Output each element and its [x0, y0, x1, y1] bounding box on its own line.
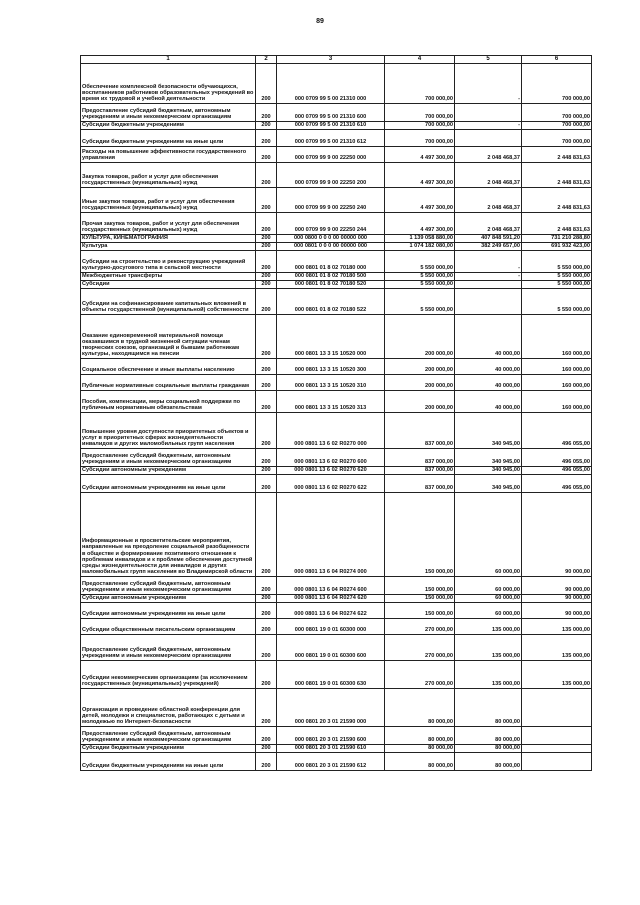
table-row [81, 474, 592, 492]
table-row [81, 234, 592, 242]
row-code: 200 [256, 660, 277, 688]
row-name: Культура [81, 242, 256, 250]
approved-amount: 150 000,00 [385, 594, 455, 602]
row-name: Субсидии бюджетным учреждениям [81, 121, 256, 129]
unexecuted-amount: 700 000,00 [522, 63, 592, 103]
row-code: 200 [256, 474, 277, 492]
approved-amount: 270 000,00 [385, 634, 455, 660]
budget-classification-code: 000 0801 13 6 02 R0270 600 [277, 448, 385, 466]
table-row [81, 288, 592, 314]
unexecuted-amount: 5 550 000,00 [522, 250, 592, 272]
approved-amount: 837 000,00 [385, 412, 455, 448]
executed-amount: 382 249 657,00 [455, 242, 522, 250]
approved-amount: 200 000,00 [385, 358, 455, 374]
approved-amount: 270 000,00 [385, 618, 455, 634]
column-number-row [81, 56, 592, 64]
row-name: Оказание единовременной материальной помощи оказавшимся в трудной жизненной ситуации членам творческих союзов, организаций и бывшим работникам культуры, находящимся на пенсии [81, 314, 256, 358]
row-name: Субсидии [81, 280, 256, 288]
budget-classification-code: 000 0709 99 5 00 21310 000 [277, 63, 385, 103]
executed-amount: 60 000,00 [455, 602, 522, 618]
executed-amount: 40 000,00 [455, 390, 522, 412]
row-name: Субсидии на софинансирование капитальных вложений в объекты государственной (муниципальной) собственности [81, 288, 256, 314]
row-code: 200 [256, 162, 277, 187]
row-code: 200 [256, 288, 277, 314]
executed-amount: 80 000,00 [455, 752, 522, 770]
budget-classification-code: 000 0801 0 0 0 00 00000 000 [277, 242, 385, 250]
executed-amount: 340 945,00 [455, 412, 522, 448]
row-code: 200 [256, 634, 277, 660]
row-name: Субсидии автономным учреждениям на иные цели [81, 602, 256, 618]
table-row [81, 212, 592, 234]
approved-amount: 700 000,00 [385, 129, 455, 146]
row-code: 200 [256, 390, 277, 412]
executed-amount [455, 280, 522, 288]
row-code: 200 [256, 358, 277, 374]
executed-amount: 2 048 468,37 [455, 187, 522, 212]
executed-amount: 2 048 468,37 [455, 212, 522, 234]
executed-amount: 340 945,00 [455, 466, 522, 474]
table-row [81, 688, 592, 726]
approved-amount: 4 497 300,00 [385, 212, 455, 234]
unexecuted-amount [522, 744, 592, 752]
approved-amount: 1 139 058 880,00 [385, 234, 455, 242]
table-row [81, 121, 592, 129]
unexecuted-amount: 160 000,00 [522, 314, 592, 358]
table-row [81, 634, 592, 660]
executed-amount: 407 848 591,20 [455, 234, 522, 242]
table-row [81, 358, 592, 374]
row-name: Субсидии бюджетным учреждениям [81, 744, 256, 752]
approved-amount: 700 000,00 [385, 103, 455, 121]
unexecuted-amount: 90 000,00 [522, 576, 592, 594]
executed-amount: 2 048 468,37 [455, 162, 522, 187]
unexecuted-amount [522, 752, 592, 770]
executed-amount: - [455, 272, 522, 280]
approved-amount: 80 000,00 [385, 688, 455, 726]
executed-amount: - [455, 250, 522, 272]
row-code: 200 [256, 187, 277, 212]
row-code: 200 [256, 129, 277, 146]
approved-amount: 150 000,00 [385, 492, 455, 576]
approved-amount: 4 497 300,00 [385, 162, 455, 187]
row-name: Пособия, компенсации, меры социальной поддержки по публичным нормативным обязательствам [81, 390, 256, 412]
executed-amount: 60 000,00 [455, 594, 522, 602]
row-name: Закупка товаров, работ и услуг для обеспечения государственных (муниципальных) нужд [81, 162, 256, 187]
row-code: 200 [256, 280, 277, 288]
column-number-4: 4 [385, 56, 455, 64]
row-code: 200 [256, 688, 277, 726]
executed-amount: 340 945,00 [455, 448, 522, 466]
approved-amount: 5 550 000,00 [385, 250, 455, 272]
approved-amount: 700 000,00 [385, 121, 455, 129]
approved-amount: 837 000,00 [385, 466, 455, 474]
executed-amount: 80 000,00 [455, 726, 522, 744]
unexecuted-amount: 2 448 831,63 [522, 212, 592, 234]
row-code: 200 [256, 492, 277, 576]
row-code: 200 [256, 63, 277, 103]
budget-classification-code: 000 0801 13 6 02 R0270 000 [277, 412, 385, 448]
row-code: 200 [256, 412, 277, 448]
budget-classification-code: 000 0801 01 8 02 70180 520 [277, 280, 385, 288]
budget-classification-code: 000 0801 13 3 15 10520 310 [277, 374, 385, 390]
row-name: Предоставление субсидий бюджетным, автономным учреждениям и иным некоммерческим организациям [81, 576, 256, 594]
unexecuted-amount: 90 000,00 [522, 492, 592, 576]
budget-classification-code: 000 0801 19 0 01 60300 600 [277, 634, 385, 660]
table-row [81, 129, 592, 146]
table-row [81, 187, 592, 212]
executed-amount [455, 288, 522, 314]
table-row [81, 280, 592, 288]
row-code: 200 [256, 448, 277, 466]
budget-classification-code: 000 0801 13 6 04 R0274 000 [277, 492, 385, 576]
row-code: 200 [256, 576, 277, 594]
approved-amount: 4 497 300,00 [385, 146, 455, 162]
unexecuted-amount: 700 000,00 [522, 129, 592, 146]
row-name: КУЛЬТУРА, КИНЕМАТОГРАФИЯ [81, 234, 256, 242]
unexecuted-amount: 5 550 000,00 [522, 272, 592, 280]
approved-amount: 5 550 000,00 [385, 272, 455, 280]
row-name: Субсидии некоммерческим организациям (за исключением государственных (муниципальных) учреждений) [81, 660, 256, 688]
budget-classification-code: 000 0801 20 3 01 21590 612 [277, 752, 385, 770]
page-number: 89 [316, 18, 324, 25]
budget-classification-code: 000 0801 13 6 04 R0274 622 [277, 602, 385, 618]
budget-classification-code: 000 0801 01 8 02 70180 500 [277, 272, 385, 280]
budget-classification-code: 000 0709 99 9 00 22250 244 [277, 212, 385, 234]
table-row [81, 374, 592, 390]
row-name: Предоставление субсидий бюджетным, автономным учреждениям и иным некоммерческим организациям [81, 726, 256, 744]
unexecuted-amount: 700 000,00 [522, 103, 592, 121]
executed-amount: 135 000,00 [455, 660, 522, 688]
unexecuted-amount: 5 550 000,00 [522, 288, 592, 314]
unexecuted-amount [522, 726, 592, 744]
row-name: Предоставление субсидий бюджетным, автономным учреждениям и иным некоммерческим организациям [81, 103, 256, 121]
table-row [81, 618, 592, 634]
table-row [81, 752, 592, 770]
budget-execution-table [80, 55, 592, 771]
row-name: Публичные нормативные социальные выплаты гражданам [81, 374, 256, 390]
row-code: 200 [256, 374, 277, 390]
row-name: Обеспечение комплексной безопасности обучающихся, воспитанников работников образовательных учреждений во время их трудовой и учебной деятельности [81, 63, 256, 103]
table-row [81, 744, 592, 752]
budget-classification-code: 000 0801 13 6 04 R0274 620 [277, 594, 385, 602]
table-body [81, 56, 592, 771]
table-row [81, 242, 592, 250]
executed-amount: 135 000,00 [455, 634, 522, 660]
row-name: Межбюджетные трансферты [81, 272, 256, 280]
executed-amount: 40 000,00 [455, 374, 522, 390]
unexecuted-amount: 496 055,00 [522, 412, 592, 448]
table-row [81, 146, 592, 162]
approved-amount: 80 000,00 [385, 752, 455, 770]
row-code: 200 [256, 726, 277, 744]
budget-classification-code: 000 0800 0 0 0 00 00000 000 [277, 234, 385, 242]
column-number-3: 3 [277, 56, 385, 64]
approved-amount: 1 074 182 080,00 [385, 242, 455, 250]
approved-amount: 200 000,00 [385, 390, 455, 412]
unexecuted-amount: 691 932 423,00 [522, 242, 592, 250]
executed-amount: 60 000,00 [455, 576, 522, 594]
approved-amount: 5 550 000,00 [385, 288, 455, 314]
executed-amount [455, 103, 522, 121]
budget-classification-code: 000 0801 20 3 01 21590 600 [277, 726, 385, 744]
row-code: 200 [256, 744, 277, 752]
executed-amount: 340 945,00 [455, 474, 522, 492]
row-name: Субсидии общественным писательским организациям [81, 618, 256, 634]
row-code: 200 [256, 212, 277, 234]
unexecuted-amount: 700 000,00 [522, 121, 592, 129]
unexecuted-amount: 90 000,00 [522, 602, 592, 618]
unexecuted-amount: 5 550 000,00 [522, 280, 592, 288]
budget-classification-code: 000 0801 01 8 02 70180 000 [277, 250, 385, 272]
unexecuted-amount: 90 000,00 [522, 594, 592, 602]
approved-amount: 270 000,00 [385, 660, 455, 688]
budget-classification-code: 000 0801 19 0 01 60300 000 [277, 618, 385, 634]
budget-classification-code: 000 0709 99 9 00 22250 240 [277, 187, 385, 212]
column-number-5: 5 [455, 56, 522, 64]
unexecuted-amount: 496 055,00 [522, 466, 592, 474]
approved-amount: 837 000,00 [385, 474, 455, 492]
row-code: 200 [256, 594, 277, 602]
row-name: Прочая закупка товаров, работ и услуг для обеспечения государственных (муниципальных) нужд [81, 212, 256, 234]
table-row [81, 314, 592, 358]
row-name: Социальное обеспечение и иные выплаты населению [81, 358, 256, 374]
budget-classification-code: 000 0801 13 6 02 R0270 622 [277, 474, 385, 492]
executed-amount: 60 000,00 [455, 492, 522, 576]
approved-amount: 700 000,00 [385, 63, 455, 103]
row-name: Иные закупки товаров, работ и услуг для обеспечения государственных (муниципальных) нужд [81, 187, 256, 212]
unexecuted-amount: 2 448 831,63 [522, 162, 592, 187]
table-row [81, 390, 592, 412]
budget-classification-code: 000 0801 01 8 02 70180 522 [277, 288, 385, 314]
budget-classification-code: 000 0709 99 5 00 21310 612 [277, 129, 385, 146]
row-code: 200 [256, 272, 277, 280]
budget-classification-code: 000 0709 99 5 00 21310 610 [277, 121, 385, 129]
row-code: 200 [256, 466, 277, 474]
row-code: 200 [256, 121, 277, 129]
table-row [81, 448, 592, 466]
row-name: Организация и проведение областной конференции для детей, молодежи и специалистов, работающих с детьми и молодежью по Интернет-безопасности [81, 688, 256, 726]
unexecuted-amount: 135 000,00 [522, 660, 592, 688]
row-code: 200 [256, 618, 277, 634]
budget-classification-code: 000 0709 99 5 00 21310 600 [277, 103, 385, 121]
approved-amount: 80 000,00 [385, 726, 455, 744]
row-name: Субсидии бюджетным учреждениям на иные цели [81, 129, 256, 146]
budget-classification-code: 000 0801 13 3 15 10520 000 [277, 314, 385, 358]
approved-amount: 80 000,00 [385, 744, 455, 752]
row-name: Субсидии автономным учреждениям [81, 594, 256, 602]
unexecuted-amount: 135 000,00 [522, 618, 592, 634]
approved-amount: 150 000,00 [385, 602, 455, 618]
table-row [81, 602, 592, 618]
executed-amount: - [455, 121, 522, 129]
table-row [81, 726, 592, 744]
unexecuted-amount: 496 055,00 [522, 448, 592, 466]
unexecuted-amount: 2 448 831,63 [522, 187, 592, 212]
table-row [81, 660, 592, 688]
unexecuted-amount: 160 000,00 [522, 374, 592, 390]
budget-classification-code: 000 0801 13 6 04 R0274 600 [277, 576, 385, 594]
row-code: 200 [256, 602, 277, 618]
budget-classification-code: 000 0801 20 3 01 21590 000 [277, 688, 385, 726]
table-row [81, 250, 592, 272]
table-row [81, 162, 592, 187]
executed-amount: 135 000,00 [455, 618, 522, 634]
executed-amount: - [455, 63, 522, 103]
budget-classification-code: 000 0709 99 9 00 22250 000 [277, 146, 385, 162]
executed-amount: 2 048 468,37 [455, 146, 522, 162]
approved-amount: 200 000,00 [385, 374, 455, 390]
approved-amount: 150 000,00 [385, 576, 455, 594]
table-row [81, 272, 592, 280]
budget-classification-code: 000 0801 13 3 15 10520 313 [277, 390, 385, 412]
budget-classification-code: 000 0801 19 0 01 60300 630 [277, 660, 385, 688]
row-name: Субсидии автономным учреждениям [81, 466, 256, 474]
budget-classification-code: 000 0801 13 3 15 10520 300 [277, 358, 385, 374]
table-row [81, 412, 592, 448]
approved-amount: 200 000,00 [385, 314, 455, 358]
executed-amount: 40 000,00 [455, 314, 522, 358]
executed-amount [455, 129, 522, 146]
column-number-6: 6 [522, 56, 592, 64]
budget-classification-code: 000 0801 13 6 02 R0270 620 [277, 466, 385, 474]
row-name: Информационные и просветительские мероприятия, направленные на преодоление социальной разобщенности в обществе и формирование позитивного отношения к проблемам инвалидов и к проблеме обеспечения доступной среды жизнедеятельности для инвалидов и других маломобильных групп населения во Владимирской области [81, 492, 256, 576]
unexecuted-amount: 731 210 288,80 [522, 234, 592, 242]
row-name: Расходы на повышение эффективности государственного управления [81, 146, 256, 162]
column-number-1: 1 [81, 56, 256, 64]
budget-classification-code: 000 0801 20 3 01 21590 610 [277, 744, 385, 752]
table-row [81, 594, 592, 602]
row-code: 200 [256, 250, 277, 272]
unexecuted-amount [522, 688, 592, 726]
row-code: 200 [256, 752, 277, 770]
row-name: Субсидии автономным учреждениям на иные цели [81, 474, 256, 492]
unexecuted-amount: 160 000,00 [522, 358, 592, 374]
executed-amount: 80 000,00 [455, 688, 522, 726]
unexecuted-amount: 160 000,00 [522, 390, 592, 412]
unexecuted-amount: 496 055,00 [522, 474, 592, 492]
approved-amount: 5 550 000,00 [385, 280, 455, 288]
row-name: Предоставление субсидий бюджетным, автономным учреждениям и иным некоммерческим организациям [81, 448, 256, 466]
row-name: Субсидии бюджетным учреждениям на иные цели [81, 752, 256, 770]
executed-amount: 80 000,00 [455, 744, 522, 752]
row-name: Субсидии на строительство и реконструкцию учреждений культурно-досугового типа в сельской местности [81, 250, 256, 272]
row-code: 200 [256, 242, 277, 250]
approved-amount: 4 497 300,00 [385, 187, 455, 212]
unexecuted-amount: 135 000,00 [522, 634, 592, 660]
table-row [81, 492, 592, 576]
budget-classification-code: 000 0709 99 9 00 22250 200 [277, 162, 385, 187]
row-code: 200 [256, 146, 277, 162]
column-number-2: 2 [256, 56, 277, 64]
table-row [81, 576, 592, 594]
table-row [81, 103, 592, 121]
row-code: 200 [256, 314, 277, 358]
row-code: 200 [256, 234, 277, 242]
executed-amount: 40 000,00 [455, 358, 522, 374]
table-row [81, 466, 592, 474]
row-name: Предоставление субсидий бюджетным, автономным учреждениям и иным некоммерческим организациям [81, 634, 256, 660]
row-name: Повышение уровня доступности приоритетных объектов и услуг в приоритетных сферах жизнедеятельности инвалидов и других маломобильных групп населения [81, 412, 256, 448]
row-code: 200 [256, 103, 277, 121]
table-row [81, 63, 592, 103]
unexecuted-amount: 2 448 831,63 [522, 146, 592, 162]
approved-amount: 837 000,00 [385, 448, 455, 466]
